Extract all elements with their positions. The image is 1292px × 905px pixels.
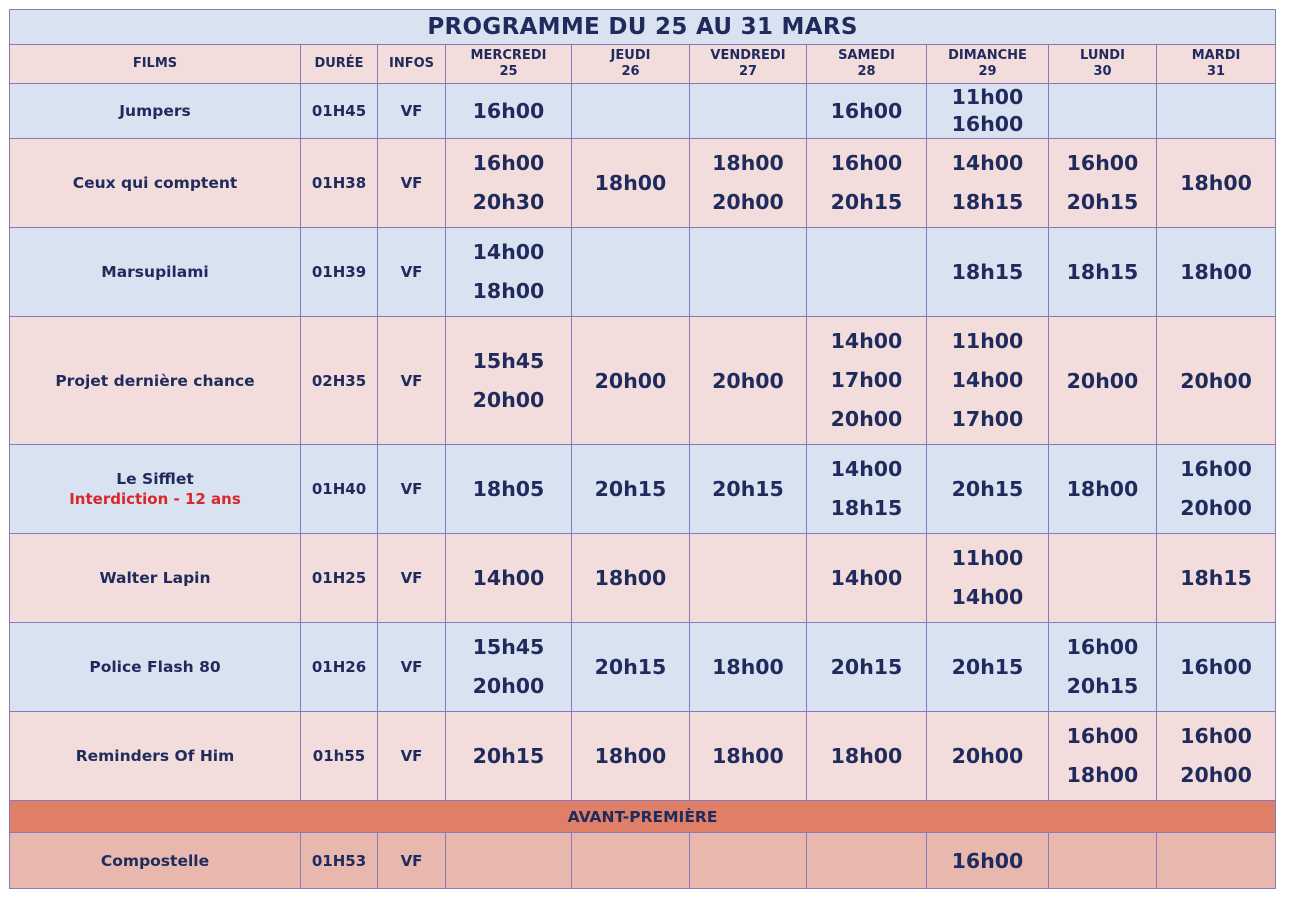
showtime: 15h45: [472, 348, 545, 373]
showtime: 20h00: [1066, 368, 1139, 393]
header-day: [807, 45, 927, 84]
showtimes-cell: [1049, 84, 1157, 139]
showtime: 16h00: [1066, 151, 1139, 175]
showtimes-cell: [1049, 833, 1157, 889]
schedule-body: [10, 84, 1276, 889]
showtime: 20h00: [472, 674, 545, 698]
showtime: 14h00: [951, 368, 1024, 392]
showtime: 18h15: [1066, 260, 1139, 284]
showtimes-cell: [1049, 317, 1157, 445]
showtime: 16h00: [472, 151, 545, 175]
showtime: 18h15: [951, 190, 1024, 214]
showtime: 20h30: [472, 190, 545, 214]
showtime: 20h00: [594, 368, 667, 393]
day-number: 29: [978, 64, 997, 79]
film-title-cell: [10, 534, 301, 623]
film-duration: 01H40: [301, 445, 378, 534]
showtime: 16h00: [1180, 724, 1252, 748]
showtimes-cell: [690, 317, 807, 445]
day-number: 26: [621, 64, 640, 79]
showtimes-cell: [690, 534, 807, 623]
showtimes-cell: [1157, 317, 1276, 445]
showtime: 20h15: [830, 190, 903, 214]
film-duration: 01H39: [301, 228, 378, 317]
section-title: AVANT-PREMIÈRE: [10, 801, 1276, 833]
age-restriction-label: Interdiction - 12 ans: [69, 490, 241, 508]
showtimes-cell: [446, 445, 572, 534]
day-name: LUNDI: [1080, 48, 1125, 63]
header-day: [572, 45, 690, 84]
film-version: VF: [378, 84, 446, 139]
day-name: DIMANCHE: [948, 48, 1027, 63]
showtime: 20h15: [1066, 674, 1139, 698]
film-row: [10, 623, 1276, 712]
film-title-cell: [10, 228, 301, 317]
showtime: 16h00: [1180, 457, 1252, 481]
showtime: 20h00: [712, 368, 784, 393]
showtime: 18h00: [472, 279, 545, 303]
showtimes-cell: [1157, 84, 1276, 139]
day-number: 27: [738, 64, 758, 79]
film-row: [10, 139, 1276, 228]
showtimes-cell: [572, 833, 690, 889]
showtime: 18h00: [594, 171, 667, 195]
header-day: [446, 45, 572, 84]
film-title-cell: [10, 445, 301, 534]
day-name: SAMEDI: [838, 48, 895, 63]
showtimes-cell: [807, 623, 927, 712]
showtimes-cell: [807, 445, 927, 534]
showtimes-cell: [572, 534, 690, 623]
film-title-cell: [10, 84, 301, 139]
film-title: Walter Lapin: [99, 569, 211, 587]
showtimes-cell: [446, 712, 572, 801]
showtimes-cell: [1157, 228, 1276, 317]
film-duration: 01h55: [301, 712, 378, 801]
film-title-cell: [10, 833, 301, 889]
showtimes-cell: [1049, 534, 1157, 623]
showtimes-cell: [1049, 623, 1157, 712]
showtimes-cell: [690, 84, 807, 139]
film-version: VF: [378, 445, 446, 534]
film-title-cell: [10, 623, 301, 712]
film-duration: 02H35: [301, 317, 378, 445]
showtimes-cell: [446, 833, 572, 889]
showtime: 20h15: [1066, 190, 1139, 214]
film-version: VF: [378, 139, 446, 228]
showtime: 11h00: [951, 329, 1024, 353]
film-title: Jumpers: [119, 102, 191, 120]
showtimes-cell: [927, 833, 1049, 889]
film-title: Police Flash 80: [89, 658, 221, 676]
showtime: 20h00: [1180, 496, 1252, 520]
showtimes-cell: [572, 84, 690, 139]
showtimes-cell: [446, 84, 572, 139]
film-title-cell: [10, 317, 301, 445]
showtime: 20h15: [951, 477, 1024, 501]
showtime: 18h00: [830, 744, 903, 768]
film-version: VF: [378, 228, 446, 317]
showtimes-cell: [927, 623, 1049, 712]
film-duration: 01H25: [301, 534, 378, 623]
film-title: Marsupilami: [101, 263, 209, 281]
programme-sheet: [9, 9, 1275, 889]
showtime: 15h45: [472, 635, 545, 659]
film-duration: 01H53: [301, 833, 378, 889]
showtimes-cell: [807, 317, 927, 445]
showtime: 18h15: [1180, 566, 1252, 590]
showtime: 17h00: [951, 407, 1024, 431]
showtime: 18h00: [1180, 171, 1252, 195]
film-version: VF: [378, 534, 446, 623]
showtime: 20h00: [951, 744, 1024, 768]
showtime: 16h00: [951, 112, 1024, 136]
showtime: 20h15: [712, 477, 784, 501]
film-version: VF: [378, 833, 446, 889]
film-row: [10, 712, 1276, 801]
day-name: MARDI: [1191, 48, 1241, 63]
film-row: [10, 317, 1276, 445]
showtime: 14h00: [830, 566, 903, 590]
film-title: Ceux qui comptent: [72, 174, 238, 192]
film-row: [10, 228, 1276, 317]
showtimes-cell: [1157, 623, 1276, 712]
showtimes-cell: [807, 84, 927, 139]
showtimes-cell: [927, 534, 1049, 623]
showtime: 16h00: [1066, 635, 1139, 659]
showtime: 18h15: [830, 496, 903, 520]
showtimes-cell: [1049, 139, 1157, 228]
film-row: [10, 445, 1276, 534]
showtimes-cell: [927, 445, 1049, 534]
day-name: VENDREDI: [710, 48, 786, 63]
film-row: [10, 84, 1276, 139]
day-number: 25: [499, 64, 518, 79]
showtime: 14h00: [951, 151, 1024, 175]
film-title: Reminders Of Him: [75, 747, 235, 765]
showtime: 20h00: [1180, 763, 1252, 787]
showtimes-cell: [690, 833, 807, 889]
showtimes-cell: [927, 84, 1049, 139]
showtime: 20h15: [594, 655, 667, 679]
showtime: 18h00: [1066, 763, 1139, 787]
showtimes-cell: [807, 534, 927, 623]
showtimes-cell: [446, 228, 572, 317]
showtimes-cell: [690, 712, 807, 801]
showtime: 16h00: [951, 848, 1024, 873]
showtime: 18h00: [712, 655, 784, 679]
showtimes-cell: [807, 139, 927, 228]
showtime: 20h00: [472, 387, 545, 412]
header-duree: DURÉE: [301, 45, 378, 84]
showtimes-cell: [572, 712, 690, 801]
showtime: 20h00: [712, 190, 784, 214]
showtimes-cell: [572, 228, 690, 317]
showtime: 18h15: [951, 260, 1024, 284]
showtimes-cell: [1049, 445, 1157, 534]
showtime: 16h00: [830, 151, 903, 175]
header-day: [690, 45, 807, 84]
film-row: [10, 833, 1276, 889]
showtimes-cell: [1157, 712, 1276, 801]
showtimes-cell: [572, 623, 690, 712]
showtimes-cell: [927, 712, 1049, 801]
header-row: [10, 45, 1276, 84]
showtime: 18h05: [472, 477, 545, 501]
showtimes-cell: [690, 139, 807, 228]
showtimes-cell: [572, 139, 690, 228]
showtime: 14h00: [830, 457, 903, 481]
showtime: 20h15: [951, 655, 1024, 679]
showtime: 16h00: [1180, 655, 1252, 679]
showtimes-cell: [927, 317, 1049, 445]
showtimes-cell: [807, 228, 927, 317]
header-day: [927, 45, 1049, 84]
film-title: Compostelle: [100, 851, 210, 870]
showtime: 20h15: [472, 744, 545, 768]
day-number: 30: [1093, 64, 1112, 79]
programme-title: PROGRAMME DU 25 AU 31 MARS: [10, 10, 1276, 45]
film-title: Projet dernière chance: [55, 371, 255, 390]
showtimes-cell: [1049, 228, 1157, 317]
showtime: 14h00: [830, 329, 903, 353]
showtime: 16h00: [472, 99, 545, 123]
showtime: 14h00: [472, 240, 545, 264]
film-version: VF: [378, 712, 446, 801]
film-duration: 01H38: [301, 139, 378, 228]
showtime: 11h00: [951, 85, 1024, 109]
film-title-cell: [10, 712, 301, 801]
showtime: 17h00: [830, 368, 903, 392]
showtime: 14h00: [472, 566, 545, 590]
header-day: [1049, 45, 1157, 84]
film-row: [10, 534, 1276, 623]
showtime: 20h15: [830, 655, 903, 679]
showtimes-cell: [572, 317, 690, 445]
showtimes-cell: [927, 228, 1049, 317]
header-day: [1157, 45, 1276, 84]
day-number: 28: [857, 64, 876, 79]
showtimes-cell: [446, 534, 572, 623]
showtimes-cell: [446, 317, 572, 445]
day-number: 31: [1207, 64, 1226, 79]
showtime: 20h15: [594, 477, 667, 501]
showtime: 18h00: [1066, 477, 1139, 501]
showtime: 18h00: [1180, 260, 1252, 284]
showtimes-cell: [807, 833, 927, 889]
showtime: 18h00: [712, 151, 784, 175]
showtimes-cell: [690, 445, 807, 534]
header-infos: INFOS: [378, 45, 446, 84]
showtimes-cell: [690, 623, 807, 712]
showtimes-cell: [572, 445, 690, 534]
showtime: 18h00: [594, 744, 667, 768]
film-title-cell: [10, 139, 301, 228]
showtimes-cell: [446, 623, 572, 712]
showtime: 20h00: [1180, 368, 1252, 393]
showtime: 16h00: [1066, 724, 1139, 748]
showtimes-cell: [1157, 833, 1276, 889]
film-version: VF: [378, 623, 446, 712]
showtimes-cell: [690, 228, 807, 317]
showtimes-cell: [807, 712, 927, 801]
showtimes-cell: [446, 139, 572, 228]
showtime: 14h00: [951, 585, 1024, 609]
showtime: 18h00: [594, 566, 667, 590]
showtimes-cell: [1157, 139, 1276, 228]
showtimes-cell: [927, 139, 1049, 228]
showtimes-cell: [1049, 712, 1157, 801]
showtimes-cell: [1157, 445, 1276, 534]
showtime: 16h00: [830, 99, 903, 123]
film-duration: 01H26: [301, 623, 378, 712]
section-row: [10, 801, 1276, 833]
showtime: 20h00: [830, 407, 903, 431]
showtimes-cell: [1157, 534, 1276, 623]
header-films: FILMS: [10, 45, 301, 84]
film-version: VF: [378, 317, 446, 445]
film-duration: 01H45: [301, 84, 378, 139]
day-name: MERCREDI: [470, 48, 547, 63]
showtime: 18h00: [712, 744, 784, 768]
film-title: Le Sifflet: [116, 470, 194, 488]
day-name: JEUDI: [610, 48, 651, 63]
schedule-table: [9, 9, 1276, 889]
showtime: 11h00: [951, 546, 1024, 570]
